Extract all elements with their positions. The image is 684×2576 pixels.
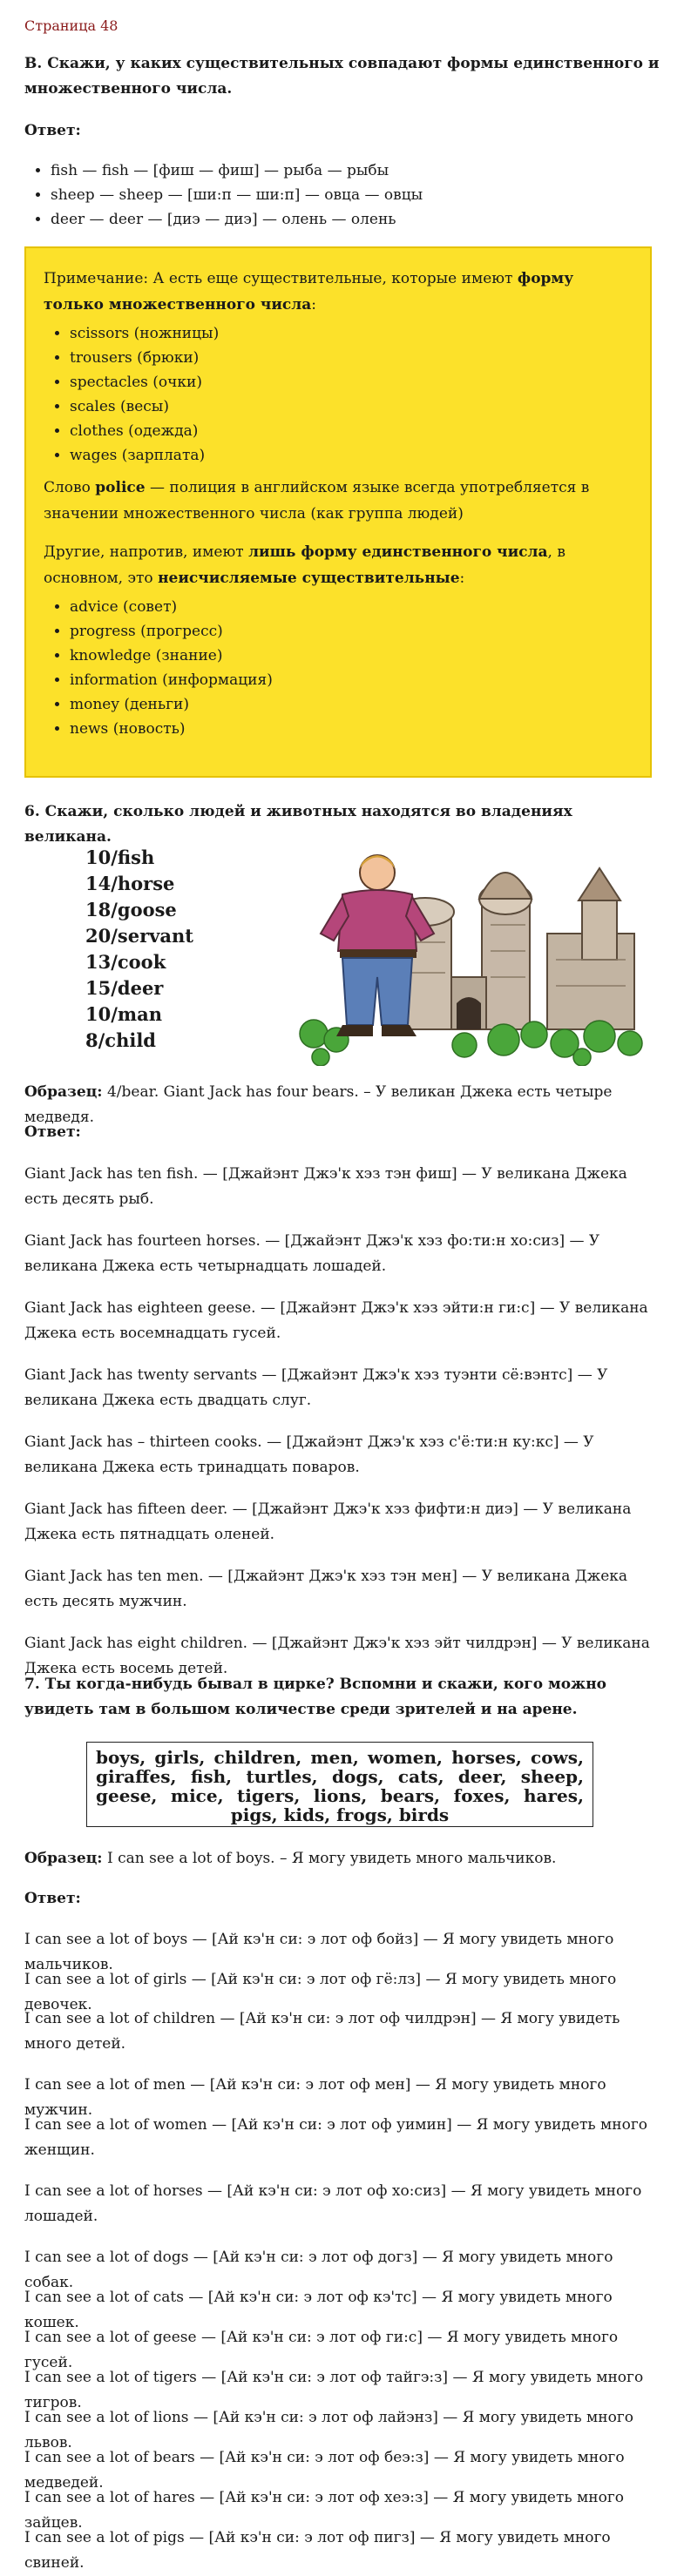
- plural-only-list: [44, 321, 633, 468]
- list-item: • fish — fish — [фиш — фиш] — рыба — рыбы: [51, 158, 423, 183]
- note-police-prefix: Слово: [44, 479, 96, 496]
- note-other-mid: , в основном, это: [44, 543, 565, 587]
- list-item: • scissors (ножницы): [70, 321, 633, 346]
- task7-answer: I can see a lot of women — [Ай кэ'н си: э лот оф уимин] — Я могу увидеть много женщин.: [24, 2116, 647, 2159]
- list-item: • knowledge (знание): [70, 644, 633, 668]
- list-item: • money (деньги): [70, 692, 633, 717]
- task7-answer: I can see a lot of lions — [Ай кэ'н си: э лот оф лайэнз] — Я могу увидеть много львов.: [24, 2409, 633, 2451]
- note-other-suffix: :: [459, 570, 465, 587]
- task7-answer: I can see a lot of men — [Ай кэ'н си: э лот оф мен] — Я могу увидеть много мужчин.: [24, 2076, 606, 2119]
- note-intro: [44, 266, 633, 318]
- count-item: 10/fish: [85, 846, 155, 868]
- task7-sample-label: Образец:: [24, 1850, 103, 1867]
- count-item: 14/horse: [85, 873, 175, 894]
- list-item: • sheep — sheep — [ши:п — ши:п] — овца — овцы: [51, 183, 423, 207]
- list-item: • advice (совет): [70, 595, 633, 619]
- task7-answer: I can see a lot of boys — [Ай кэ'н си: э лот оф бойз] — Я могу увидеть много мальчиков.: [24, 1931, 614, 1973]
- counts-list: [85, 845, 193, 1054]
- task6-answer: Giant Jack has fourteen horses. — [Джайэнт Джэ'к хэз фо:ти:н хо:сиз] — У великана Джека есть четырнадцать лошадей.: [24, 1232, 600, 1275]
- note-police: [44, 475, 633, 527]
- count-item: 18/goose: [85, 899, 177, 920]
- note-police-text: — полиция в английском языке всегда употребляется в значении множественного числа (как группа людей): [44, 479, 590, 523]
- note-uncountable-intro: [44, 539, 633, 591]
- task7-title: 7. Ты когда-нибудь бывал в цирке? Вспомни и скажи, кого можно увидеть там в большом количестве среди зрителей и на арене.: [24, 1676, 607, 1718]
- uncountable-list: [44, 595, 633, 741]
- task6-answer: Giant Jack has eight children. — [Джайэнт Джэ'к хэз эйт чилдрэн] — У великана Джека есть восемь детей.: [24, 1635, 650, 1677]
- task7-answer: I can see a lot of horses — [Ай кэ'н си: э лот оф хо:сиз] — Я могу увидеть много лошадей.: [24, 2182, 642, 2225]
- task6-sample: [24, 1080, 660, 1130]
- note-police-bold: police: [95, 479, 146, 496]
- list-item: • deer — deer — [диэ — диэ] — олень — олень: [51, 207, 423, 232]
- note-intro-text: Примечание: А есть еще существительные, которые имеют: [44, 270, 518, 287]
- task6-answer: Giant Jack has twenty servants — [Джайэнт Джэ'к хэз туэнти сё:вэнтс] — У великана Джека есть двадцать слуг.: [24, 1366, 608, 1409]
- task7-answer: I can see a lot of geese — [Ай кэ'н си: э лот оф ги:с] — Я могу увидеть много гусей.: [24, 2329, 619, 2371]
- task-b-answer-label: Ответ:: [24, 122, 81, 139]
- task7-answer: I can see a lot of hares — [Ай кэ'н си: э лот оф хеэ:з] — Я могу увидеть много зайцев.: [24, 2489, 624, 2532]
- count-item: 8/child: [85, 1029, 156, 1051]
- task7-sample: [24, 1846, 660, 1871]
- note-other-bold2: неисчисляемые существительные: [158, 570, 460, 587]
- count-item: 10/man: [85, 1003, 162, 1025]
- count-item: 20/servant: [85, 925, 193, 947]
- animals-word-box: boys, girls, children, men, women, horses, cows, giraffes, fish, turtles, dogs, cats, deer, sheep, geese, mice, tigers, lions, bears, foxes, hares, pigs, kids, frogs, birds: [86, 1742, 593, 1827]
- task-b-answer-list: [24, 158, 423, 232]
- task6-answer: Giant Jack has eighteen geese. — [Джайэнт Джэ'к хэз эйти:н ги:с] — У великана Джека есть восемнадцать гусей.: [24, 1299, 648, 1342]
- giant-castle-illustration: [295, 838, 643, 1066]
- task7-answer: I can see a lot of children — [Ай кэ'н си: э лот оф чилдрэн] — Я могу увидеть много детей.: [24, 2010, 620, 2053]
- task7-answer: I can see a lot of cats — [Ай кэ'н си: э лот оф кэ'тс] — Я могу увидеть много кошек.: [24, 2289, 613, 2331]
- note-intro-suffix: :: [311, 296, 317, 314]
- task-b-title: B. Скажи, у каких существительных совпадают формы единственного и множественного числа.: [24, 55, 660, 98]
- list-item: • progress (прогресс): [70, 619, 633, 644]
- task7-answer: I can see a lot of girls — [Ай кэ'н си: э лот оф гё:лз] — Я могу увидеть много девочек.: [24, 1971, 617, 2013]
- task7-answer: I can see a lot of tigers — [Ай кэ'н си: э лот оф тайгэ:з] — Я могу увидеть много тигров.: [24, 2369, 644, 2411]
- note-other-bold1: лишь форму единственного числа: [248, 543, 548, 561]
- task6-title: 6. Скажи, сколько людей и животных находятся во владениях великана.: [24, 803, 572, 846]
- list-item: • scales (весы): [70, 394, 633, 419]
- task6-answer-label: Ответ:: [24, 1123, 81, 1141]
- task7-answer: I can see a lot of pigs — [Ай кэ'н си: э лот оф пигз] — Я могу увидеть много свиней.: [24, 2529, 611, 2572]
- note-other-prefix: Другие, напротив, имеют: [44, 543, 249, 561]
- count-item: 13/cook: [85, 951, 166, 973]
- task6-answer: Giant Jack has – thirteen cooks. — [Джайэнт Джэ'к хэз с'ё:ти:н ку:кс] — У великана Джека есть тринадцать поваров.: [24, 1433, 594, 1476]
- task7-answer-label: Ответ:: [24, 1890, 81, 1907]
- list-item: • wages (зарплата): [70, 443, 633, 468]
- note-box: [24, 246, 652, 778]
- count-item: 15/deer: [85, 977, 164, 999]
- task6-sample-text: 4/bear. Giant Jack has four bears. – У великан Джека есть четыре медведя.: [24, 1083, 613, 1126]
- task7-sample-text: I can see a lot of boys. – Я могу увидеть много мальчиков.: [102, 1850, 557, 1867]
- task6-answer: Giant Jack has ten men. — [Джайэнт Джэ'к хэз тэн мен] — У великана Джека есть десять мужчин.: [24, 1568, 628, 1610]
- list-item: • spectacles (очки): [70, 370, 633, 394]
- list-item: • clothes (одежда): [70, 419, 633, 443]
- task7-answer: I can see a lot of dogs — [Ай кэ'н си: э лот оф догз] — Я могу увидеть много собак.: [24, 2249, 613, 2291]
- task7-answer: I can see a lot of bears — [Ай кэ'н си: э лот оф беэ:з] — Я могу увидеть много медведей.: [24, 2449, 625, 2492]
- note-intro-bold: форму только множественного числа: [44, 270, 574, 314]
- list-item: • news (новость): [70, 717, 633, 741]
- list-item: • information (информация): [70, 668, 633, 692]
- list-item: • trousers (брюки): [70, 346, 633, 370]
- page-number: Страница 48: [24, 17, 119, 34]
- task6-answer: Giant Jack has fifteen deer. — [Джайэнт Джэ'к хэз фифти:н диэ] — У великана Джека есть пятнадцать оленей.: [24, 1500, 632, 1543]
- task6-sample-label: Образец:: [24, 1083, 103, 1101]
- task6-answer: Giant Jack has ten fish. — [Джайэнт Джэ'к хэз тэн фиш] — У великана Джека есть десять рыб.: [24, 1165, 627, 1208]
